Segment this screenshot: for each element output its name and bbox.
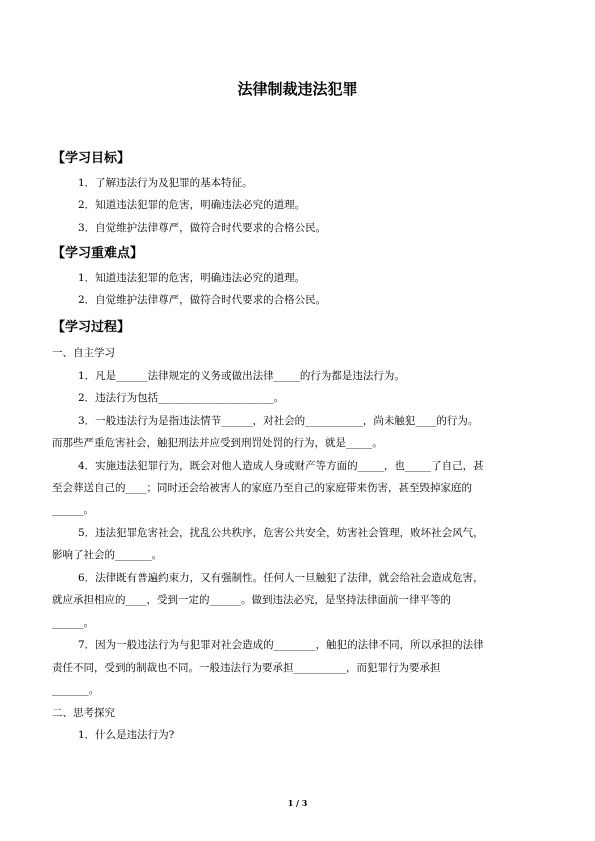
question-line: _______。 (52, 684, 100, 696)
question-line: ______。 (52, 617, 94, 629)
question-line: 4．实施违法犯罪行为，既会对他人造成人身或财产等方面的_____，也_____了自己，甚 (78, 460, 484, 472)
question-line: 7．因为一般违法行为与犯罪对社会造成的________，触犯的法律不同，所以承担的法律 (78, 639, 484, 651)
question-line: 至会葬送自己的____；同时还会给被害人的家庭乃至自己的家庭带来伤害，甚至毁掉家庭的 (52, 482, 472, 494)
question-line: 6．法律既有普遍约束力，又有强制性。任何人一旦触犯了法律，就会给社会造成危害， (78, 572, 484, 584)
part-heading: 二、思考探究 (52, 707, 115, 719)
section-heading-process: 【学习过程】 (52, 320, 131, 335)
section-heading-goals: 【学习目标】 (52, 151, 131, 166)
key-point-item: 2．自觉维护法律尊严，做符合时代要求的合格公民。 (78, 294, 327, 306)
goal-item: 2．知道违法犯罪的危害，明确违法必究的道理。 (78, 199, 306, 211)
question-line: 就应承担相应的____，受到一定的______。做到违法必究，是坚持法律面前一律平等的 (52, 594, 451, 606)
question-line: 1．凡是______法律规定的义务或做出法律_____的行为都是违法行为。 (78, 370, 405, 382)
goal-item: 3．自觉维护法律尊严，做符合时代要求的合格公民。 (78, 222, 327, 234)
goal-item: 1．了解违法行为及犯罪的基本特征。 (78, 177, 253, 189)
question-line: 1．什么是违法行为? (78, 729, 175, 741)
key-point-item: 1．知道违法犯罪的危害，明确违法必究的道理。 (78, 272, 306, 284)
question-line: 而那些严重危害社会，触犯刑法并应受到刑罚处罚的行为，就是_____。 (52, 437, 383, 449)
question-line: ______。 (52, 504, 94, 516)
page-number: 1 / 3 (287, 798, 308, 808)
question-line: 3．一般违法行为是指违法情节______，对社会的___________，尚未触犯____的行为。 (78, 415, 479, 427)
question-line: 影响了社会的_______。 (52, 549, 163, 561)
question-line: 5．违法犯罪危害社会，扰乱公共秩序，危害公共安全，妨害社会管理，败坏社会风气， (78, 527, 484, 539)
question-line: 责任不同，受到的制裁也不同。一般违法行为要承担__________，而犯罪行为要承担 (52, 662, 441, 674)
question-line: 2．违法行为包括______________________。 (78, 392, 285, 404)
part-heading: 一、自主学习 (52, 347, 115, 359)
page-title: 法律制裁违法犯罪 (237, 80, 358, 98)
section-heading-key-points: 【学习重难点】 (52, 246, 144, 261)
